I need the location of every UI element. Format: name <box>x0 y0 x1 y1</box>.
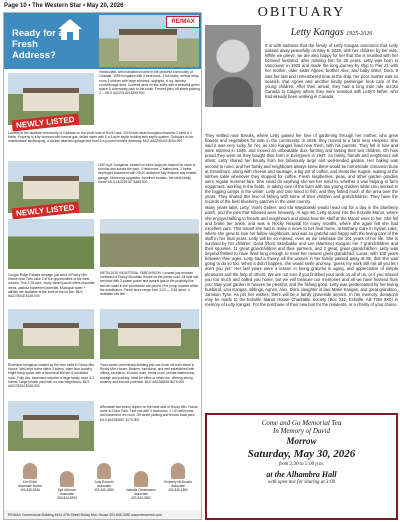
real-estate-ad <box>3 12 202 520</box>
ad-banner <box>4 13 202 69</box>
listing-description: Affordable two storey duplex on the west side of Rocky Mtn. House close to Dopo Park. First unit with 3 bedrooms, 1 1/2 bathrooms and basement rec room. Off street parking and fenced back yard. MLS #A2280857 $179,900 <box>100 405 198 422</box>
agent-photo <box>60 471 74 487</box>
house-photo <box>8 309 94 359</box>
memorial-time: from 2:30 to 5:00 p.m. <box>278 462 325 467</box>
ad-headline: Ready for a Fresh Address? <box>12 28 64 61</box>
obituary-name-line <box>265 25 398 41</box>
land-photo <box>100 219 199 267</box>
obituary-heading: OBITUARY <box>257 5 346 20</box>
page-header: Page 10 • The Western Star • May 20, 2026 <box>4 3 124 9</box>
agent-card <box>156 463 200 492</box>
agent-phone: 403-845-6346 <box>20 488 40 492</box>
obituary-text-top <box>265 43 398 100</box>
listing-description: 1150 sq.ft. bungalow, located on extra large pie-shaped lot close to schools and across the park. 4 bedrooms, 2 bathrooms. 2 baths, developed basement with 25x20 detached fully finished and heated garage. Numerous upgrades, excellent location, the ideal family home! MLS #A2299157 $489,900 <box>98 163 197 184</box>
agent-name: Syd Atkinson <box>57 488 77 492</box>
agent-row <box>8 463 200 509</box>
agent-role: Associate Broker <box>17 484 43 488</box>
memorial-name: Morrow <box>286 436 317 446</box>
agent-name: Kim Elliott <box>22 480 38 484</box>
agent-photo <box>134 471 148 487</box>
memorial-title: Come and Go Memorial Tea <box>261 419 342 427</box>
agent-phone: 403-844-2800 <box>131 496 151 500</box>
newly-listed-badge: NEWLY LISTED <box>12 114 79 132</box>
agent-phone: 403-846-1800 <box>168 488 188 492</box>
memorial-venue: at the Alhambra Hall <box>266 470 337 479</box>
remax-logo: RE/MAX <box>166 16 200 28</box>
agent-phone: 403-844-6394 <box>57 496 77 500</box>
duplex-photo <box>8 401 94 451</box>
building-photo <box>100 309 199 359</box>
agent-role: Associate <box>171 484 185 488</box>
agent-role: Associate <box>134 492 148 496</box>
obituary-paragraph: They settled near Brooks, where Letty gained her love of gardening through her mother, who grew flowers and vegetables for sale in the community. In 1936, they moved to a farm near Hespero. She said it was very lucky for her, as Uno Kangas lived near them, with his parents. They fell in love and were married in 1948, and moved an unbeatable duo, farming and raising their two children. Oh how proud they were as they bought their farm in Evergreen in 1947. As family, friends and neighbours will attest, Letty shared her bounty from her fabulously large and well-tended garden. Her baking was second to none, and her family and neighbours always knew there would be homemade cinnamon buns at Grandma's, along with cheese and sausage, a big pot of coffee, and treats like Kugels, waiting at the kitchen table whenever they stopped for coffee. Fresh raspberries, peas, and other garden goodies were regular summer fare. She could do anything she set her mind to, whether it was helping to farm equipment, working in the fields, or taking care of the farm with two young children while Uno worked in the logging camps in the winter. Letty and Uno loved to fish, and they fished much of the area over the years. They shared this love of fishing with some of their children and grandchildren. They have the records of the best blueberry patches in the west country. <box>205 133 398 205</box>
agent-phone: 403-845-4505 <box>94 488 114 492</box>
memorial-notice <box>205 413 398 520</box>
obituary-paragraph: It is with sadness that the family of Letty Kangas announce that Letty passed away peacefully on May 8, 2026, with her children by her side. While we grieve, we are also happy for her that she is reunited with her beloved husband, after missing him for 26 years. Letty was born in Vancouver in 1925 and made the long journey by ship to Pier 21 with her mother, older sister Agnes, brother Alex, and baby sister, Dora. It was her last and remembered time at the ship, her poor mother was so seasick, that Agnes and another kindly passenger took care of the young children. After their arrival, they had a long train ride across Canada to Calgary where they were reunited with Letty's father, who had already been working in Canada. <box>265 43 398 99</box>
listing-description: Riverview bungalow located by the river trails in Rocky Mtn. House. Well kept home offers 3 bdrms, main floor laundry, bright living space with a functional kitchen & breakfast nook. Fully dev. basement includes a large family room & 2 bdrms. Large private yard with no rear neighbours. MLS #A2275094 $348,900 <box>8 363 95 389</box>
agent-photo <box>23 463 37 479</box>
memorial-subtitle: In Memory of David <box>273 427 330 435</box>
memorial-date: Saturday, May 30, 2026 <box>247 448 356 460</box>
agent-name: Kimberly McDonald <box>164 480 192 484</box>
listing-description: Immaculate, well maintained home in the peaceful community of Oxadale. 1999 bungalow with 2 bedrooms, 2 full baths, central living room & kitchen with large windows, skylights, ft. sq. laundry room/storage area. Covered deck on two sides with a beautiful green space & community park to the south. Fenced yard, off street parking. 2 ... MLS #A2241184 $299,900 <box>99 70 201 96</box>
listing-description: Cougar Ridge Estates acreage just west of Rocky Mtn. House near Twin Lake 3 of the opportunities of the west country. This 2.28-acre, nicely raised parcel offers mountain views, walkout basement potential. Municipal water + utilities are available at the front of the lot line. MLS #A2278518 $165,000 <box>8 273 96 299</box>
listing-description: Town-centre commercial building just one block off main street in Rocky Mtn. House. Modern, functional, and well-established with offices, reception, a board room, break room, private washrooms, storage and parking. Ideal for office or retail use, offering strong tenancy and income potential. MLS #A2286635 $675,000 <box>100 363 196 384</box>
agent-name: Isabella Christiansen <box>126 488 156 492</box>
agent-role: Associate <box>60 492 74 496</box>
ad-footer: RE/MAX Cornerstone Building 4924 47th Street Rocky Mtn. House 403-845-3280 www.remaxrmh.com <box>4 510 202 520</box>
obituary-text-main <box>205 133 398 308</box>
obituary-paragraph: Many years later, Letty, Violet Gebler, and Ida Waydowski would head out for a day in the blueberry patch, and the pies that followed were heavenly. At age 96, Letty moved into the Eckville Manor, where she enjoyed talking to friends and neighbours and about how the staff at the Manor were to her. She fell and broke her ankle, and was in Rocky Hospital for many months, where she again felt she had excellent care. This meant she had to make a move to her final home, at Bethany Care in Sylvan Lake, where she grew to love her fellow neighbours, and was so grateful and happy with the loving care of the staff in her final years. Letty will be so missed, even as we celebrate the 101 years of her life. She is survived by her children: Carol (Ron) Skovbakke and Len (Marlene) Kangas; her 7 grandchildren and their spouses, 11 great grandchildren and their partners, and 2 great, great grandchildren. Letty was beyond thrilled to have lived long enough to meet her newest great grandchild, Lucas, with 100 years between their ages. Letty had a theory, all the women in her family passed away at 85, that she was going to do so too. When it didn't happen, she would smile and say, 'guess my work still not all you let I don't you yet.' Her last years were a lesson in being graceful in aging, and appreciative of simple pleasures and the help of others. We are not sure if you finished your work on all of us, or if you missed you too much and called you home, but we will treasure our memories and all we have learned from you. May your garden in heaven be plentiful, and the fishing good. Letty was predeceased by her loving husband, Uno Kangas, siblings, Agnes, Alex, Dora, daughter in law, Marie Kangas, and great grandson, Jamison Tyse. As per her wishes, there will be a family graveside service. In her memory, donations may be made to the Eckville Manor House Charitable Society (Box 232, Eckville, AB T0M 0X0) in memory of Letty Kangas. For the purchase of their new bus for the residents, or a charity of your choice. <box>205 205 398 308</box>
agent-photo <box>171 463 185 479</box>
life-dates: 1925-2026 <box>346 31 373 37</box>
agent-photo <box>97 463 111 479</box>
newly-listed-badge: NEWLY LISTED <box>12 202 79 220</box>
listing-description: METALDOG INDUSTRIAL SUBDIVISION. Located just minutes northeast of Rocky Mountain House on the paved road. All lane lots serviced with 3-phase power and natural gas to the property line and all roads in the subdivision are paved. Fire pump located within the subdivision. Parcel sizes range from 3.00 — 9.55 acres. 4 available lots left. <box>100 271 199 297</box>
portrait-photo <box>205 25 261 107</box>
listing-description: Located in the lakeside community of Oxadale on the south side of Buck Lake. 2019 built raised bungalow features 2 beds & 2 baths. Property is fully serviced with natural gas, drilled water well & a 5 acre septic holding tank septic system. Outdoors is low maintenance landscaping, a double attached garage and front & a poured cement driveway. MLS #A2290403 $284,900 <box>8 131 194 144</box>
agent-role: Associate <box>97 484 111 488</box>
land-photo <box>8 219 94 269</box>
deceased-name: Letty Kangas <box>290 27 344 38</box>
agent-name: Judy Rosvold <box>94 480 114 484</box>
memorial-note: with open mic for sharing at 3:00 <box>267 480 336 485</box>
